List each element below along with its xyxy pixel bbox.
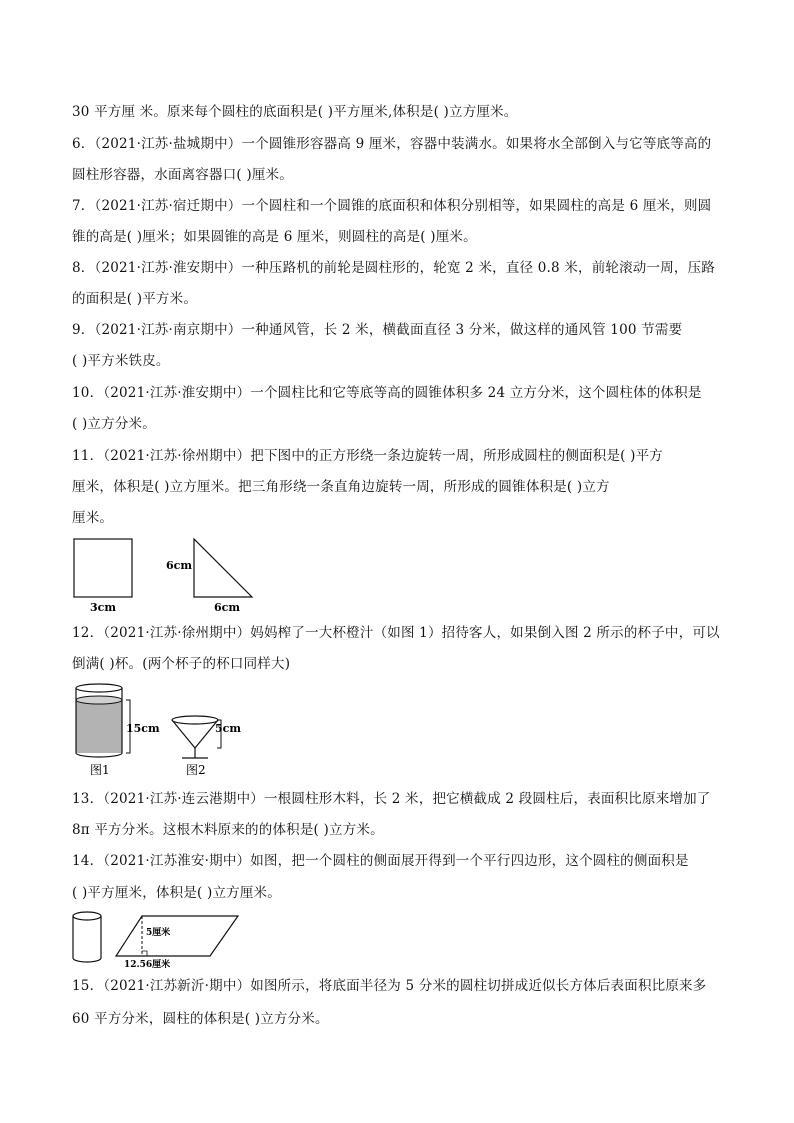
q11-text: 11．（2021·江苏·徐州期中）把下图中的正方形绕一条边旋转一周，所形成圆柱的侧面积是( )平方 [72, 448, 663, 464]
parallelogram-height-label: 5厘米 [146, 928, 171, 938]
cylinder-top [73, 912, 101, 920]
triangle-shape [194, 539, 252, 597]
q5-continuation: 30 平方厘 米。原来每个圆柱的底面积是( )平方厘米,体积是( )立方厘米。 [72, 104, 518, 120]
q7-text-cont: 锥的高是( )厘米；如果圆锥的高是 6 厘米，则圆柱的高是( )厘米。 [72, 229, 477, 245]
cup2-rim [172, 716, 218, 724]
q10-text-cont: ( )立方分米。 [72, 416, 156, 432]
q13-text-cont: 8π 平方分米。这根木料原来的的体积是( )立方米。 [72, 822, 384, 838]
q9-text: 9．（2021·江苏·南京期中）一种通风管，长 2 米，横截面直径 3 分米，做这样的通风管 100 节需要 [72, 322, 683, 338]
q13-text: 13．（2021·江苏·连云港期中）一根圆柱形木料，长 2 米，把它横截成 2 段圆柱后，表面积比原来增加了 [72, 791, 711, 807]
q10-text: 10．（2021·江苏·淮安期中）一个圆柱比和它等底等高的圆锥体积多 24 立方分米，这个圆柱体的体积是 [72, 385, 702, 401]
juice-surface [76, 696, 122, 704]
cup1-rim [76, 684, 122, 692]
q11-text-cont: 厘米，体积是( )立方厘米。把三角形绕一条直角边旋转一周，所形成的圆锥体积是( )立方 [72, 479, 610, 495]
q12-text-cont: 倒满( )杯。(两个杯子的杯口同样大) [72, 656, 291, 672]
parallelogram-base-label: 12.56厘米 [124, 960, 171, 970]
q7-text: 7．（2021·江苏·宿迁期中）一个圆柱和一个圆锥的底面积和体积分别相等，如果圆柱的高是 6 厘米，则圆 [72, 198, 712, 214]
cylinder-bottom [73, 958, 101, 962]
q8-text-cont: 的面积是( )平方米。 [72, 291, 198, 307]
square-shape [74, 539, 132, 597]
square-side-label: 3cm [90, 601, 116, 614]
q14-figure [70, 908, 250, 970]
triangle-base-label: 6cm [214, 601, 240, 614]
cup1-height-label: 15cm [126, 722, 160, 735]
q15-text: 15．（2021·江苏新沂·期中）如图所示，将底面半径为 5 分米的圆柱切拼成近似长方体后表面积比原来多 [72, 978, 707, 994]
triangle-height-label: 6cm [166, 559, 192, 572]
juice-fill [76, 700, 122, 753]
q12-text: 12．（2021·江苏·徐州期中）妈妈榨了一大杯橙汁（如图 1）招待客人，如果倒入图 2 所示的杯子中，可以 [72, 625, 720, 641]
q11-figure [70, 535, 270, 617]
q9-text-cont: ( )平方米铁皮。 [72, 353, 170, 369]
cup1-caption: 图1 [90, 763, 110, 777]
cup2-caption: 图2 [186, 763, 206, 777]
parallelogram-shape [116, 916, 238, 956]
cup2-height-label: 5cm [215, 722, 241, 735]
q6-text: 6．（2021·江苏·盐城期中）一个圆锥形容器高 9 厘米，容器中装满水。如果将水全部倒入与它等底等高的 [72, 136, 712, 152]
right-angle-mark [142, 951, 147, 956]
q12-figure [70, 680, 270, 780]
q14-text: 14．（2021·江苏淮安·期中）如图，把一个圆柱的侧面展开得到一个平行四边形，这个圆柱的侧面积是 [72, 853, 689, 869]
cup1-bottom [76, 753, 122, 757]
q8-text: 8．（2021·江苏·淮安期中）一种压路机的前轮是圆柱形的，轮宽 2 米，直径 0.8 米，前轮滚动一周，压路 [72, 260, 716, 276]
q11-text-end: 厘米。 [72, 510, 114, 526]
q6-text-cont: 圆柱形容器，水面离容器口( )厘米。 [72, 167, 293, 183]
q14-text-cont: ( )平方厘米，体积是( )立方厘米。 [72, 885, 281, 901]
q15-text-cont: 60 平方分米，圆柱的体积是( )立方分米。 [72, 1011, 329, 1027]
